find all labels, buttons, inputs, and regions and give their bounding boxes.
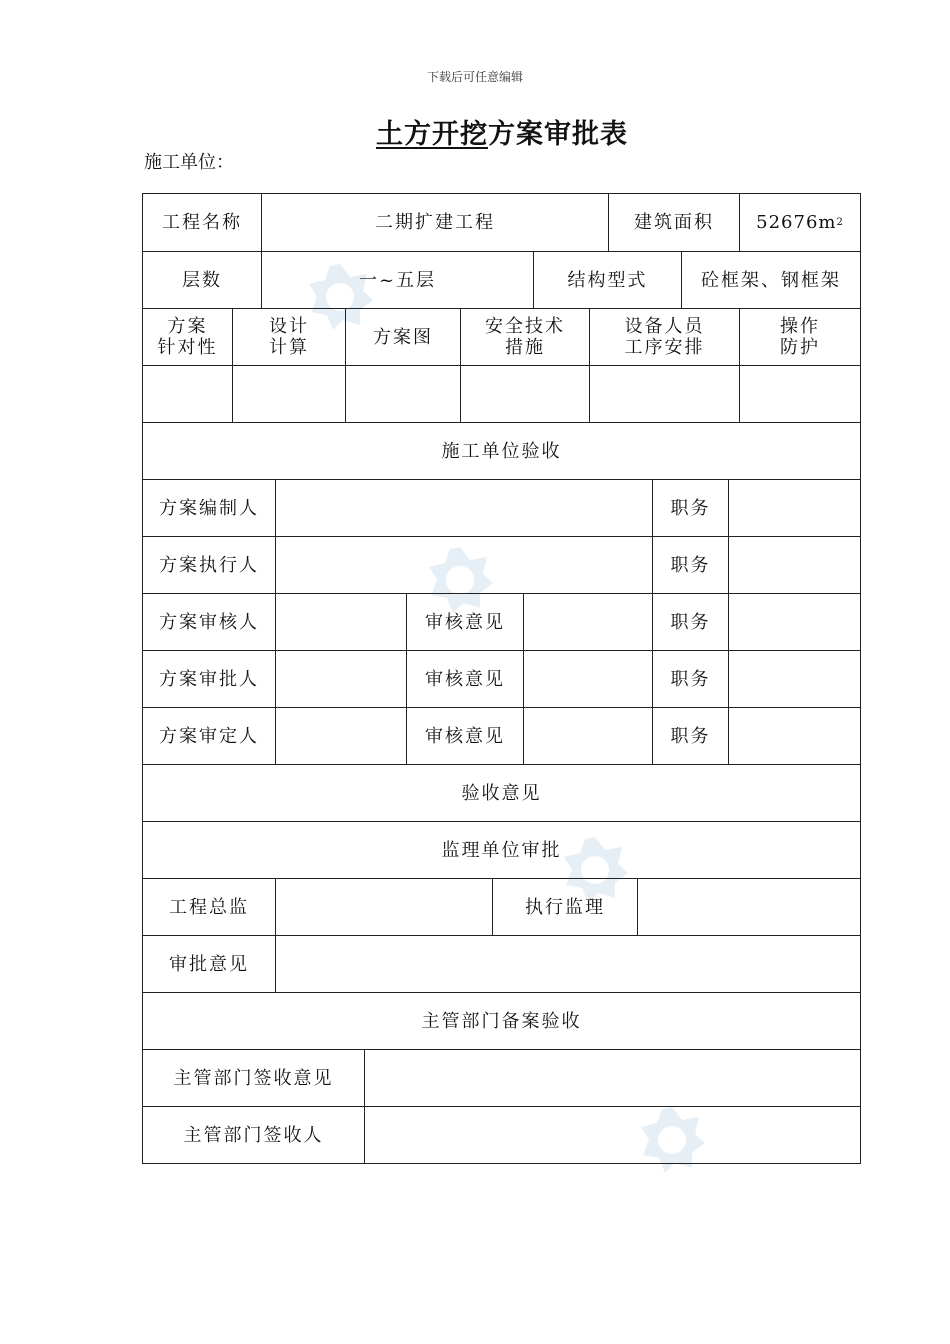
executor-label: 方案执行人 bbox=[159, 554, 259, 576]
header-line: 安全技术 bbox=[485, 316, 565, 337]
plan-checklist-header-row bbox=[143, 308, 860, 365]
approval-opinion-label: 审批意见 bbox=[169, 953, 249, 975]
header-note: 下载后可任意编辑 bbox=[426, 70, 523, 84]
header-line: 工序安排 bbox=[624, 337, 705, 358]
acceptance-opinion-heading: 验收意见 bbox=[461, 782, 542, 804]
approver-position-input[interactable] bbox=[728, 651, 860, 707]
floors-label: 层数 bbox=[182, 269, 222, 291]
compiler-input[interactable] bbox=[275, 480, 652, 536]
approver-opinion-input[interactable] bbox=[523, 651, 652, 707]
position-label: 职务 bbox=[652, 708, 728, 764]
chief-supervisor-label: 工程总监 bbox=[169, 896, 249, 918]
header-line: 设备人员 bbox=[624, 316, 705, 337]
authority-filing-heading: 主管部门备案验收 bbox=[421, 1010, 582, 1032]
approval-opinion-input[interactable] bbox=[275, 936, 860, 992]
compiler-label: 方案编制人 bbox=[159, 497, 259, 519]
area-value: 52676m bbox=[756, 212, 837, 233]
design-calc-header bbox=[232, 309, 345, 365]
header-line: 计算 bbox=[269, 337, 309, 358]
supervision-approval-heading: 监理单位审批 bbox=[441, 839, 562, 861]
approval-opinion-row bbox=[143, 935, 860, 992]
equipment-staff-header bbox=[589, 309, 739, 365]
header-line: 设计 bbox=[269, 316, 309, 337]
equipment-staff-input[interactable] bbox=[589, 366, 739, 422]
safety-measures-header bbox=[460, 309, 589, 365]
title-underlined: 土方开挖 bbox=[376, 119, 488, 150]
compiler-position-input[interactable] bbox=[728, 480, 860, 536]
executive-supervisor-input[interactable] bbox=[637, 879, 860, 935]
project-info-row bbox=[143, 194, 860, 251]
structure-value[interactable]: 砼框架、钢框架 bbox=[681, 252, 860, 308]
plan-targeting-header bbox=[143, 309, 232, 365]
construction-acceptance-heading: 施工单位验收 bbox=[441, 440, 562, 462]
title-rest: 方案审批表 bbox=[488, 119, 628, 150]
safety-measures-input[interactable] bbox=[460, 366, 589, 422]
authority-signer-label: 主管部门签收人 bbox=[183, 1124, 324, 1146]
header-line: 措施 bbox=[505, 337, 545, 358]
position-label: 职务 bbox=[652, 594, 728, 650]
page-title bbox=[0, 112, 950, 151]
reviewer-row bbox=[143, 593, 860, 650]
plan-drawing-input[interactable] bbox=[345, 366, 460, 422]
approver-input[interactable] bbox=[275, 651, 406, 707]
section-row bbox=[143, 422, 860, 479]
position-label: 职务 bbox=[652, 651, 728, 707]
operation-protection-header bbox=[739, 309, 860, 365]
reviewer-position-input[interactable] bbox=[728, 594, 860, 650]
review-opinion-label: 审核意见 bbox=[406, 651, 523, 707]
area-label: 建筑面积 bbox=[608, 194, 739, 251]
compiler-row bbox=[143, 479, 860, 536]
finalizer-opinion-input[interactable] bbox=[523, 708, 652, 764]
review-opinion-label: 审核意见 bbox=[406, 594, 523, 650]
authority-opinion-input[interactable] bbox=[364, 1050, 860, 1106]
authority-signer-row bbox=[143, 1106, 860, 1163]
operation-protection-input[interactable] bbox=[739, 366, 860, 422]
area-value-cell[interactable]: 52676m 2 bbox=[739, 194, 860, 251]
approver-row bbox=[143, 650, 860, 707]
authority-signer-input[interactable] bbox=[364, 1107, 860, 1163]
section-row bbox=[143, 992, 860, 1049]
header-line: 方案 bbox=[167, 316, 208, 337]
position-label: 职务 bbox=[652, 537, 728, 593]
project-name-label: 工程名称 bbox=[162, 212, 242, 233]
reviewer-label: 方案审核人 bbox=[159, 611, 259, 633]
section-row bbox=[143, 764, 860, 821]
finalizer-row bbox=[143, 707, 860, 764]
approval-form-table bbox=[142, 193, 861, 1164]
structure-row bbox=[143, 251, 860, 308]
plan-checklist-input-row bbox=[143, 365, 860, 422]
executor-position-input[interactable] bbox=[728, 537, 860, 593]
authority-opinion-label: 主管部门签收意见 bbox=[173, 1067, 334, 1089]
header-line: 防护 bbox=[780, 337, 820, 358]
plan-drawing-header: 方案图 bbox=[345, 309, 460, 365]
plan-targeting-input[interactable] bbox=[143, 366, 232, 422]
header-line: 操作 bbox=[780, 316, 820, 337]
floors-value[interactable]: 一~五层 bbox=[261, 252, 533, 308]
reviewer-opinion-input[interactable] bbox=[523, 594, 652, 650]
project-name-value[interactable]: 二期扩建工程 bbox=[261, 194, 608, 251]
position-label: 职务 bbox=[652, 480, 728, 536]
executive-supervisor-label: 执行监理 bbox=[492, 879, 637, 935]
finalizer-input[interactable] bbox=[275, 708, 406, 764]
design-calc-input[interactable] bbox=[232, 366, 345, 422]
executor-row bbox=[143, 536, 860, 593]
finalizer-label: 方案审定人 bbox=[159, 725, 259, 747]
authority-opinion-row bbox=[143, 1049, 860, 1106]
section-row bbox=[143, 821, 860, 878]
header-line: 针对性 bbox=[157, 337, 218, 358]
reviewer-input[interactable] bbox=[275, 594, 406, 650]
finalizer-position-input[interactable] bbox=[728, 708, 860, 764]
chief-supervisor-input[interactable] bbox=[275, 879, 492, 935]
construction-unit-label: 施工单位： bbox=[144, 152, 234, 173]
supervisor-row bbox=[143, 878, 860, 935]
executor-input[interactable] bbox=[275, 537, 652, 593]
approver-label: 方案审批人 bbox=[159, 668, 259, 690]
review-opinion-label: 审核意见 bbox=[406, 708, 523, 764]
structure-label: 结构型式 bbox=[533, 252, 681, 308]
